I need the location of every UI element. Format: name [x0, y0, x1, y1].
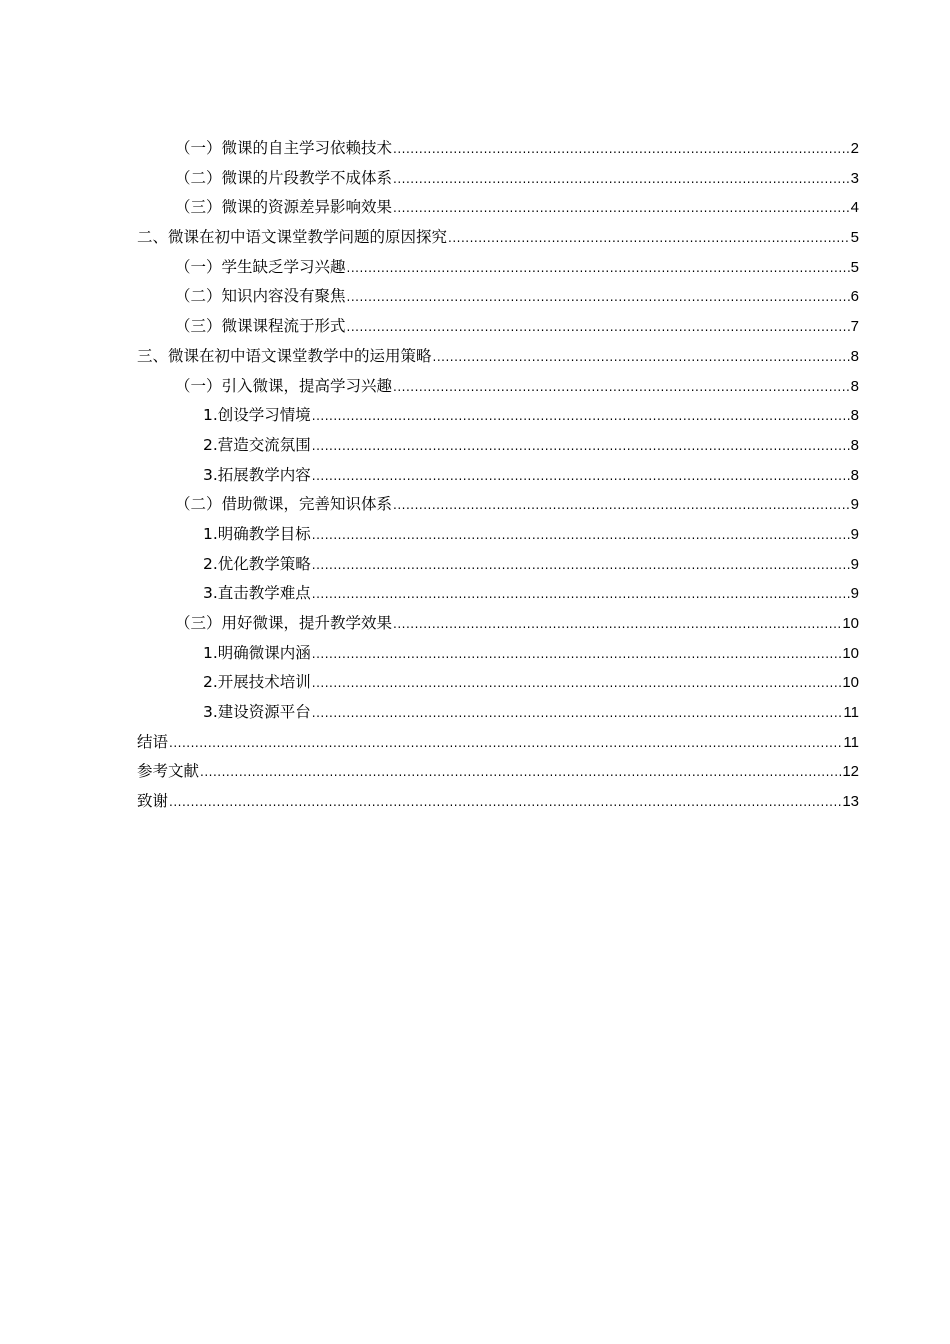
toc-dot-leader: [312, 551, 850, 580]
toc-entry[interactable]: [137, 372, 859, 402]
toc-entry[interactable]: [137, 609, 859, 639]
toc-entry-title: （一）微课的自主学习依赖技术: [175, 139, 393, 157]
toc-entry-title: （二）借助微课，完善知识体系: [175, 495, 393, 514]
toc-entry-title: 2.开展技术培训: [203, 673, 311, 692]
toc-entry-title: 3.拓展教学内容: [203, 465, 311, 484]
toc-entry[interactable]: [137, 728, 859, 758]
toc-entry-page: 2: [850, 140, 859, 157]
toc-entry-title: （一）引入微课，提高学习兴趣: [175, 376, 393, 395]
toc-dot-leader: [312, 699, 843, 728]
toc-entry-title: （二）微课的片段教学不成体系: [175, 168, 393, 187]
toc-dot-leader: [433, 343, 850, 372]
toc-dot-leader: [347, 313, 850, 342]
toc-entry-page: 10: [842, 674, 859, 692]
toc-entry-title: 2.优化教学策略: [203, 554, 311, 573]
toc-dot-leader: [200, 758, 841, 787]
toc-entry-page: 4: [850, 199, 859, 217]
toc-dot-leader: [393, 610, 841, 639]
toc-entry-title: 参考文献: [137, 762, 200, 781]
toc-entry[interactable]: [137, 193, 859, 223]
toc-entry[interactable]: [137, 787, 859, 817]
toc-dot-leader: [448, 224, 850, 253]
toc-dot-leader: [312, 669, 842, 698]
toc-entry-page: 12: [842, 763, 859, 781]
toc-entry[interactable]: [137, 639, 859, 669]
toc-entry-title: 二、微课在初中语文课堂教学问题的原因探究: [137, 228, 448, 247]
toc-dot-leader: [393, 373, 850, 402]
table-of-contents: [137, 134, 859, 817]
toc-dot-leader: [169, 729, 842, 758]
toc-dot-leader: [312, 402, 850, 431]
toc-entry[interactable]: [137, 253, 859, 283]
toc-dot-leader: [347, 254, 850, 283]
toc-entry-page: 8: [850, 377, 859, 395]
toc-entry-page: 11: [843, 704, 859, 722]
toc-entry[interactable]: [137, 134, 859, 164]
toc-entry-title: 1.明确教学目标: [203, 524, 311, 543]
toc-entry[interactable]: [137, 164, 859, 194]
toc-entry[interactable]: [137, 461, 859, 491]
toc-entry-page: 9: [850, 585, 859, 603]
toc-entry[interactable]: [137, 401, 859, 431]
toc-dot-leader: [393, 135, 850, 164]
toc-entry-title: （三）微课的资源差异影响效果: [175, 198, 393, 217]
toc-entry[interactable]: [137, 579, 859, 609]
toc-entry[interactable]: [137, 431, 859, 461]
toc-entry-page: 9: [850, 525, 859, 543]
toc-dot-leader: [393, 165, 850, 194]
toc-entry-page: 6: [850, 288, 859, 306]
toc-dot-leader: [312, 640, 842, 669]
toc-entry-page: 10: [842, 644, 859, 662]
toc-entry-page: 8: [850, 407, 859, 425]
toc-entry[interactable]: [137, 490, 859, 520]
toc-entry[interactable]: [137, 342, 859, 372]
toc-entry-page: 5: [850, 229, 859, 247]
toc-entry-page: 10: [842, 615, 859, 632]
toc-dot-leader: [393, 194, 850, 223]
toc-dot-leader: [312, 521, 850, 550]
toc-entry-page: 8: [850, 436, 859, 454]
toc-entry[interactable]: [137, 282, 859, 312]
toc-entry-page: 9: [850, 555, 859, 573]
toc-dot-leader: [393, 491, 850, 520]
toc-entry-page: 5: [850, 258, 859, 276]
toc-entry-title: （二）知识内容没有聚焦: [175, 287, 346, 306]
toc-entry-title: 结语: [137, 732, 169, 751]
toc-entry[interactable]: [137, 520, 859, 550]
toc-entry-title: （三）微课课程流于形式: [175, 317, 346, 336]
toc-entry[interactable]: [137, 312, 859, 342]
toc-dot-leader: [312, 432, 850, 461]
toc-dot-leader: [312, 462, 850, 491]
toc-entry-page: 3: [850, 169, 859, 187]
toc-entry-title: 1.明确微课内涵: [203, 643, 311, 662]
toc-entry[interactable]: [137, 550, 859, 580]
toc-entry[interactable]: [137, 223, 859, 253]
toc-entry-page: 9: [850, 496, 859, 514]
toc-entry-title: （一）学生缺乏学习兴趣: [175, 257, 346, 276]
toc-entry[interactable]: [137, 668, 859, 698]
toc-entry-title: 3.直击教学难点: [203, 584, 311, 603]
toc-entry[interactable]: [137, 757, 859, 787]
toc-entry[interactable]: [137, 698, 859, 728]
toc-entry-title: 2.营造交流氛围: [203, 435, 311, 454]
toc-entry-title: 3.建设资源平台: [203, 703, 311, 722]
toc-entry-title: 三、微课在初中语文课堂教学中的运用策略: [137, 346, 432, 365]
toc-entry-page: 13: [842, 793, 859, 811]
toc-dot-leader: [169, 788, 841, 817]
toc-dot-leader: [312, 580, 850, 609]
toc-entry-page: 7: [850, 318, 859, 336]
toc-entry-title: 1.创设学习情境: [203, 406, 311, 425]
toc-entry-page: 8: [850, 466, 859, 484]
toc-entry-page: 8: [850, 347, 859, 365]
toc-entry-title: 致谢: [137, 792, 169, 811]
toc-dot-leader: [347, 283, 850, 312]
toc-entry-title: （三）用好微课，提升教学效果: [175, 614, 393, 632]
toc-entry-page: 11: [843, 733, 859, 751]
